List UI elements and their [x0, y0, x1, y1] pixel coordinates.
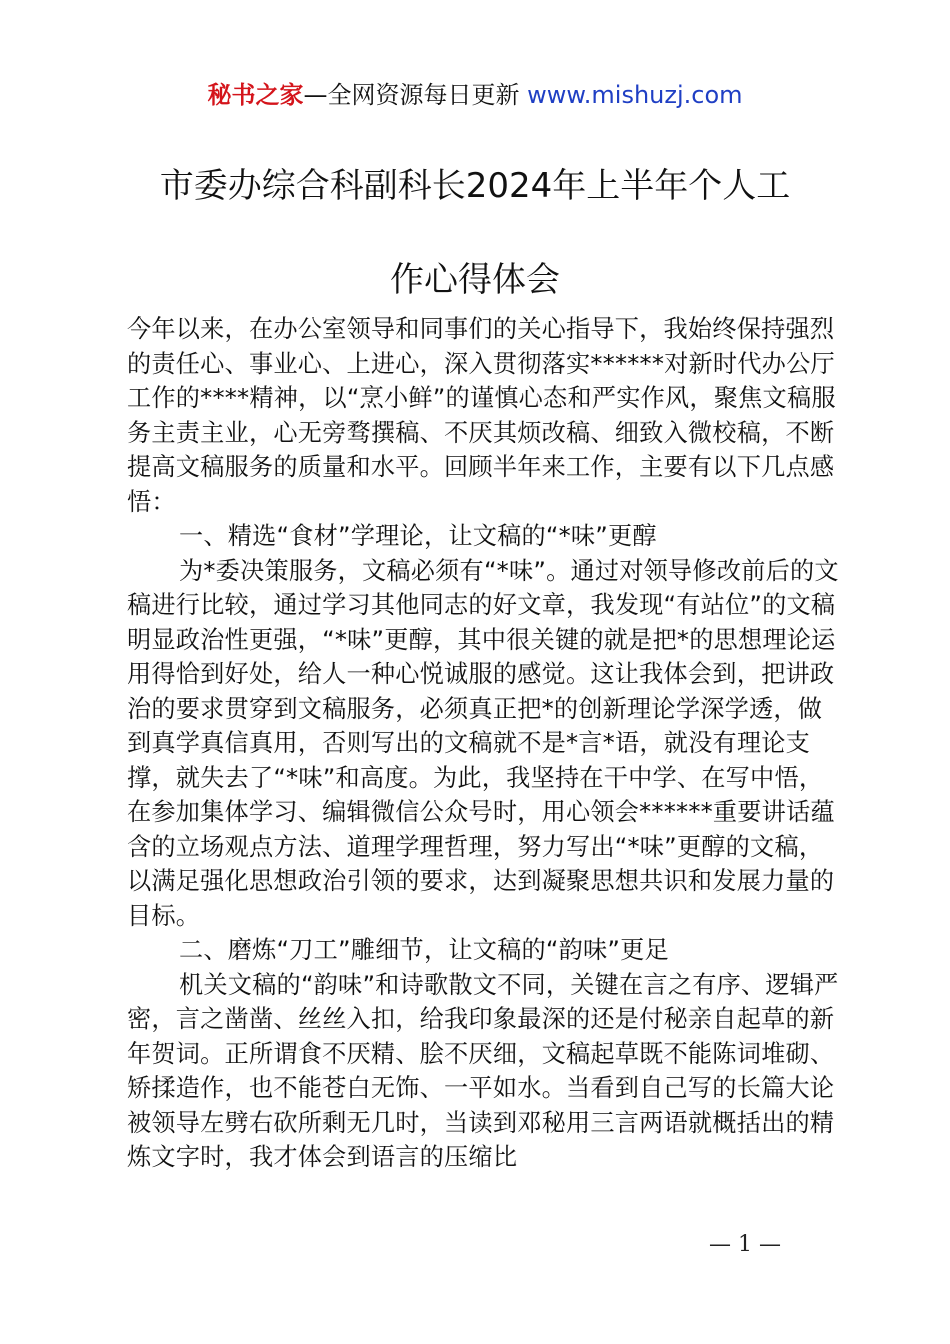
- section-heading-2: 二、磨炼“刀工”雕细节，让文稿的“韵味”更足: [179, 936, 669, 964]
- section-heading-1: 一、精选“食材”学理论，让文稿的“*味”更醇: [179, 522, 657, 550]
- document-body: [127, 312, 839, 1175]
- document-title-line-2: 作心得体会: [390, 260, 560, 300]
- section-paragraph-1: 为*委决策服务，文稿必须有“*味”。通过对领导修改前后的文稿进行比较，通过学习其他同志的好文章，我发现“有站位”的文稿明显政治性更强，“*味”更醇，其中很关键的就是把*的思想理论运用得恰到好处，给人一种心悦诚服的感觉。这让我体会到，把讲政治的要求贯穿到文稿服务，必须真正把*的创新理论学深学透，做到真学真信真用，否则写出的文稿就不是*言*语，就没有理论支撑，就失去了“*味”和高度。为此，我坚持在干中学、在写中悟，在参加集体学习、编辑微信公众号时，用心领会******重要讲话蕴含的立场观点方法、道理学理哲理，努力写出“*味”更醇的文稿，以满足强化思想政治引领的要求，达到凝聚思想共识和发展力量的目标。: [127, 556, 839, 930]
- site-header: [0, 78, 950, 112]
- page-number: — 1 —: [709, 1232, 781, 1257]
- document-title-line-1: 市委办综合科副科长2024年上半年个人工: [159, 166, 791, 206]
- section-paragraph-2: 机关文稿的“韵味”和诗歌散文不同，关键在言之有序、逻辑严密，言之凿凿、丝丝入扣，给我印象最深的还是付秘亲自起草的新年贺词。正所谓食不厌精、脍不厌细，文稿起草既不能陈词堆砌、矫揉造作，也不能苍白无饰、一平如水。当看到自己写的长篇大论被领导左劈右砍所剩无几时，当读到邓秘用三言两语就概括出的精炼文字时，我才体会到语言的压缩比: [127, 970, 839, 1171]
- intro-paragraph: 今年以来，在办公室领导和同事们的关心指导下，我始终保持强烈的责任心、事业心、上进心，深入贯彻落实******对新时代办公厅工作的****精神，以“烹小鲜”的谨慎心态和严实作风，聚焦文稿服务主责主业，心无旁骛撰稿、不厌其烦改稿、细致入微校稿，不断提高文稿服务的质量和水平。回顾半年来工作，主要有以下几点感悟：: [127, 315, 836, 516]
- header-slogan: —全网资源每日更新: [303, 81, 528, 109]
- site-url-link[interactable]: www.mishuzj.com: [527, 81, 743, 109]
- brand-name: 秘书之家: [207, 81, 304, 109]
